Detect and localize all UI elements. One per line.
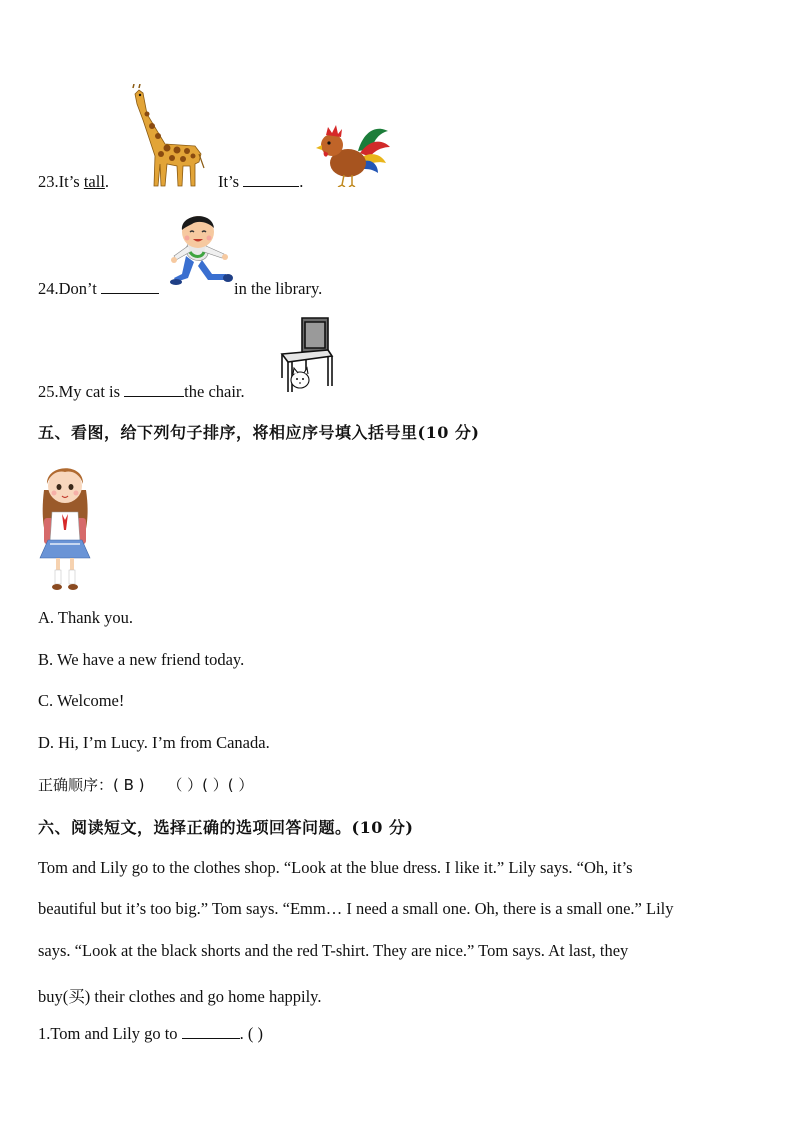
passage-line-2: beautiful but it’s too big.” Tom says. “Emm… I need a small one. Oh, there is a small one.” Lily [38, 899, 674, 918]
q23-part1-end: . [104, 172, 110, 191]
question-25 [38, 382, 245, 402]
question-23 [38, 172, 109, 192]
passage-line-4: buy(买) their clothes and go home happily. [38, 987, 322, 1006]
giraffe-icon [125, 84, 205, 188]
q24-text-start: 24.Don’t [38, 279, 101, 298]
rq1-end: . ( ) [239, 1024, 264, 1043]
q25-answer-blank[interactable] [124, 382, 184, 397]
q23-number: 23. [38, 172, 59, 191]
correct-order-blanks[interactable]: （ ）( ）( ） [167, 776, 254, 794]
q24-answer-blank[interactable] [101, 279, 159, 294]
rq1-text: 1.Tom and Lily go to [38, 1024, 182, 1043]
correct-order-label: 正确顺序：( B ) [38, 776, 145, 794]
q25-text-start: 25.My cat is [38, 382, 125, 401]
question-23-part2 [218, 172, 303, 192]
passage-line-3: says. “Look at the black shorts and the red T-shirt. They are nice.” Tom says. At last, they [38, 941, 629, 960]
question-24 [38, 279, 159, 299]
chair-cat-icon [278, 316, 336, 394]
section-5-heading: 五、看图，给下列句子排序，将相应序号填入括号里(10 分) [38, 423, 480, 442]
q23-answer-blank[interactable] [243, 172, 299, 187]
passage-line-1: Tom and Lily go to the clothes shop. “Look at the blue dress. I like it.” Lily says. “Oh, it’s [38, 858, 633, 877]
q23-part2: It’s [218, 172, 244, 191]
correct-order-row [38, 774, 253, 795]
option-a: A. Thank you. [38, 608, 134, 627]
q25-text-end: the chair. [184, 382, 245, 401]
q23-word-tall: tall [83, 172, 105, 191]
girl-student-icon [36, 460, 94, 592]
q23-part1: It’s [58, 172, 84, 191]
option-d: D. Hi, I’m Lucy. I’m from Canada. [38, 733, 270, 752]
rq1-answer-blank[interactable] [182, 1024, 240, 1039]
question-24-end [234, 279, 322, 299]
section-6-heading: 六、阅读短文，选择正确的选项回答问题。(10 分) [38, 818, 414, 837]
reading-question-1 [38, 1024, 263, 1044]
q24-text-end: in the library. [234, 279, 323, 298]
option-c: C. Welcome! [38, 691, 125, 710]
running-boy-icon [168, 208, 234, 296]
q23-part2-end: . [299, 172, 304, 191]
rooster-icon [314, 121, 392, 187]
option-b: B. We have a new friend today. [38, 650, 245, 669]
